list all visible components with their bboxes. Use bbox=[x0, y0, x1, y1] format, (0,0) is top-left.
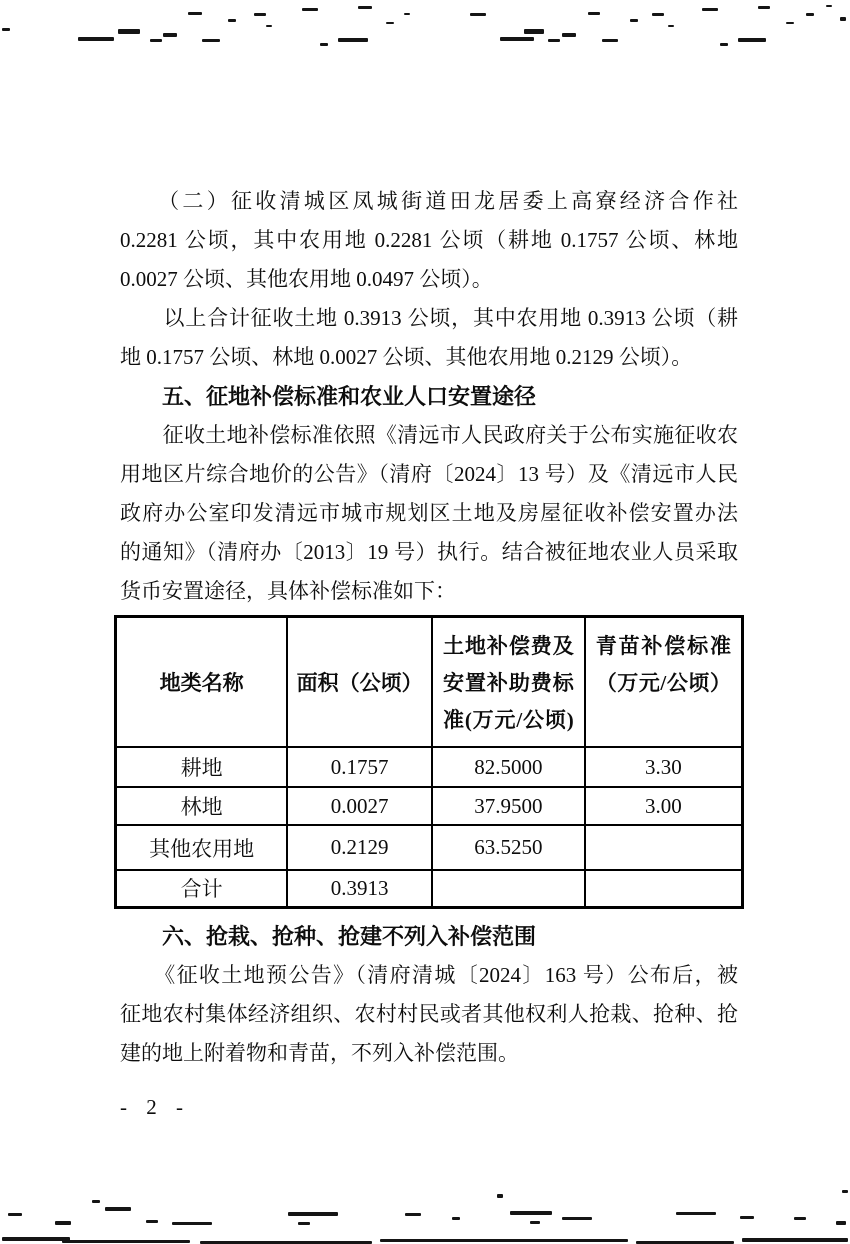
text-line: 用地区片综合地价的公告》（清府〔2024〕13 号）及《清远市人民 bbox=[120, 462, 738, 486]
table-row bbox=[116, 825, 743, 870]
page-number: - 2 - bbox=[120, 1094, 190, 1119]
text-line: （二）征收清城区凤城街道田龙居委上高寮经济合作社 bbox=[120, 189, 738, 213]
scan-mark bbox=[55, 1221, 71, 1225]
scan-mark bbox=[826, 5, 832, 7]
scan-mark bbox=[562, 1217, 592, 1220]
scan-mark bbox=[652, 13, 664, 16]
scan-mark bbox=[298, 1222, 310, 1225]
scan-mark bbox=[742, 1238, 848, 1242]
scan-mark bbox=[510, 1211, 552, 1215]
scan-mark bbox=[288, 1212, 338, 1216]
text-line: 《征收土地预公告》（清府清城〔2024〕163 号）公布后，被 bbox=[120, 962, 738, 987]
table-row bbox=[116, 747, 743, 787]
table-cell bbox=[432, 870, 585, 907]
scan-mark bbox=[92, 1200, 100, 1203]
scan-mark bbox=[836, 1221, 846, 1225]
scan-mark bbox=[720, 43, 728, 46]
table-cell: 82.5000 bbox=[432, 747, 585, 787]
scan-mark bbox=[118, 29, 140, 34]
scan-mark bbox=[8, 1213, 22, 1216]
text-line: 以上合计征收土地 0.3913 公顷，其中农用地 0.3913 公顷（耕 bbox=[120, 306, 738, 330]
paragraph-parcel-b bbox=[120, 182, 738, 299]
text-line: 征收土地补偿标准依照《清远市人民政府关于公布实施征收农 bbox=[120, 423, 738, 447]
document-content bbox=[120, 182, 738, 1119]
table-cell bbox=[585, 825, 743, 870]
scan-mark bbox=[676, 1212, 716, 1215]
scan-mark bbox=[794, 1217, 806, 1220]
text-line: 货币安置途径，具体补偿标准如下： bbox=[120, 579, 456, 603]
section-5-heading: 五、征地补偿标准和农业人口安置途径 bbox=[162, 384, 537, 409]
scan-mark bbox=[404, 13, 410, 15]
scan-mark bbox=[562, 33, 576, 37]
table-cell: 耕地 bbox=[116, 747, 288, 787]
text-line: 0.0027 公顷、其他农用地 0.0497 公顷）。 bbox=[120, 267, 493, 291]
text-line: 地 0.1757 公顷、林地 0.0027 公顷、其他农用地 0.2129 公顷）。 bbox=[120, 345, 693, 369]
scan-mark bbox=[188, 12, 202, 15]
header-land-compensation-standard bbox=[432, 617, 585, 748]
table-row bbox=[116, 787, 743, 825]
table-cell: 63.5250 bbox=[432, 825, 585, 870]
table-cell: 0.2129 bbox=[287, 825, 432, 870]
table-header-text-line: 准(万元/公顷) bbox=[443, 708, 574, 732]
table-header-text-line: 安置补助费标 bbox=[443, 671, 574, 695]
text-line: 0.2281 公顷，其中农用地 0.2281 公顷（耕地 0.1757 公顷、林地 bbox=[120, 228, 738, 252]
scan-mark bbox=[702, 8, 718, 11]
section-6-heading: 六、抢栽、抢种、抢建不列入补偿范围 bbox=[162, 923, 537, 949]
table-header-text-line: 青苗补偿标准 bbox=[595, 634, 731, 658]
table-row bbox=[116, 870, 743, 907]
table-cell: 0.3913 bbox=[287, 870, 432, 907]
table-cell: 林地 bbox=[116, 787, 288, 825]
table-header-text-line: （万元/公顷） bbox=[595, 671, 731, 695]
scan-mark bbox=[500, 37, 534, 41]
scan-mark bbox=[202, 39, 220, 42]
paragraph-compensation-policy bbox=[120, 416, 738, 611]
compensation-table bbox=[114, 615, 744, 909]
scan-mark bbox=[842, 1190, 848, 1193]
table-cell: 37.9500 bbox=[432, 787, 585, 825]
scan-mark bbox=[338, 38, 368, 42]
table-cell: 3.30 bbox=[585, 747, 743, 787]
scan-mark bbox=[2, 28, 10, 31]
scan-mark bbox=[786, 22, 794, 24]
text-line: 征地农村集体经济组织、农村村民或者其他权利人抢栽、抢种、抢 bbox=[120, 1001, 738, 1026]
scan-mark bbox=[62, 1240, 190, 1243]
scan-mark bbox=[254, 13, 266, 16]
header-area bbox=[287, 617, 432, 748]
scan-mark bbox=[320, 43, 328, 46]
table-header-text-line: 地类名称 bbox=[159, 671, 244, 695]
scan-mark bbox=[452, 1217, 460, 1220]
scan-mark bbox=[758, 6, 770, 9]
scan-mark bbox=[380, 1239, 628, 1242]
text-line: 建的地上附着物和青苗，不列入补偿范围。 bbox=[120, 1040, 519, 1065]
paragraph-rush-planting bbox=[120, 956, 738, 1073]
table-cell: 0.0027 bbox=[287, 787, 432, 825]
scan-mark bbox=[806, 13, 814, 16]
scan-mark bbox=[668, 25, 674, 27]
scan-mark bbox=[386, 22, 394, 24]
scan-mark bbox=[524, 29, 544, 34]
scan-mark bbox=[738, 38, 766, 42]
scan-mark bbox=[530, 1221, 540, 1224]
scan-mark bbox=[302, 8, 318, 11]
scan-mark bbox=[602, 39, 618, 42]
header-seedling-compensation-standard bbox=[585, 617, 743, 748]
table-cell: 3.00 bbox=[585, 787, 743, 825]
scan-mark bbox=[105, 1207, 131, 1211]
scan-mark bbox=[548, 39, 560, 42]
scan-mark bbox=[630, 19, 638, 22]
scan-mark bbox=[146, 1220, 158, 1223]
table-cell bbox=[585, 870, 743, 907]
header-land-type bbox=[116, 617, 288, 748]
scan-mark bbox=[266, 25, 272, 27]
scan-mark bbox=[228, 19, 236, 22]
scan-mark bbox=[172, 1222, 212, 1225]
scan-mark bbox=[840, 17, 846, 21]
scan-mark bbox=[150, 39, 162, 42]
table-row bbox=[116, 617, 743, 748]
scan-mark bbox=[2, 1237, 70, 1241]
scan-mark bbox=[588, 12, 600, 15]
table-header-text-line: 土地补偿费及 bbox=[443, 634, 574, 658]
scan-mark bbox=[470, 13, 486, 16]
text-line: 的通知》（清府办〔2013〕19 号）执行。结合被征地农业人员采取 bbox=[120, 540, 738, 564]
table-cell: 0.1757 bbox=[287, 747, 432, 787]
scan-mark bbox=[497, 1194, 503, 1198]
table-header-text-line: 面积（公顷） bbox=[296, 671, 423, 695]
paragraph-total-land bbox=[120, 299, 738, 377]
text-line: 政府办公室印发清远市城市规划区土地及房屋征收补偿安置办法 bbox=[120, 501, 738, 525]
table-cell: 合计 bbox=[116, 870, 288, 907]
table-header-row bbox=[116, 617, 743, 748]
table-cell: 其他农用地 bbox=[116, 825, 288, 870]
scan-mark bbox=[78, 37, 114, 41]
scan-mark bbox=[405, 1213, 421, 1216]
scan-mark bbox=[740, 1216, 754, 1219]
scan-mark bbox=[163, 33, 177, 37]
scan-mark bbox=[358, 6, 372, 9]
